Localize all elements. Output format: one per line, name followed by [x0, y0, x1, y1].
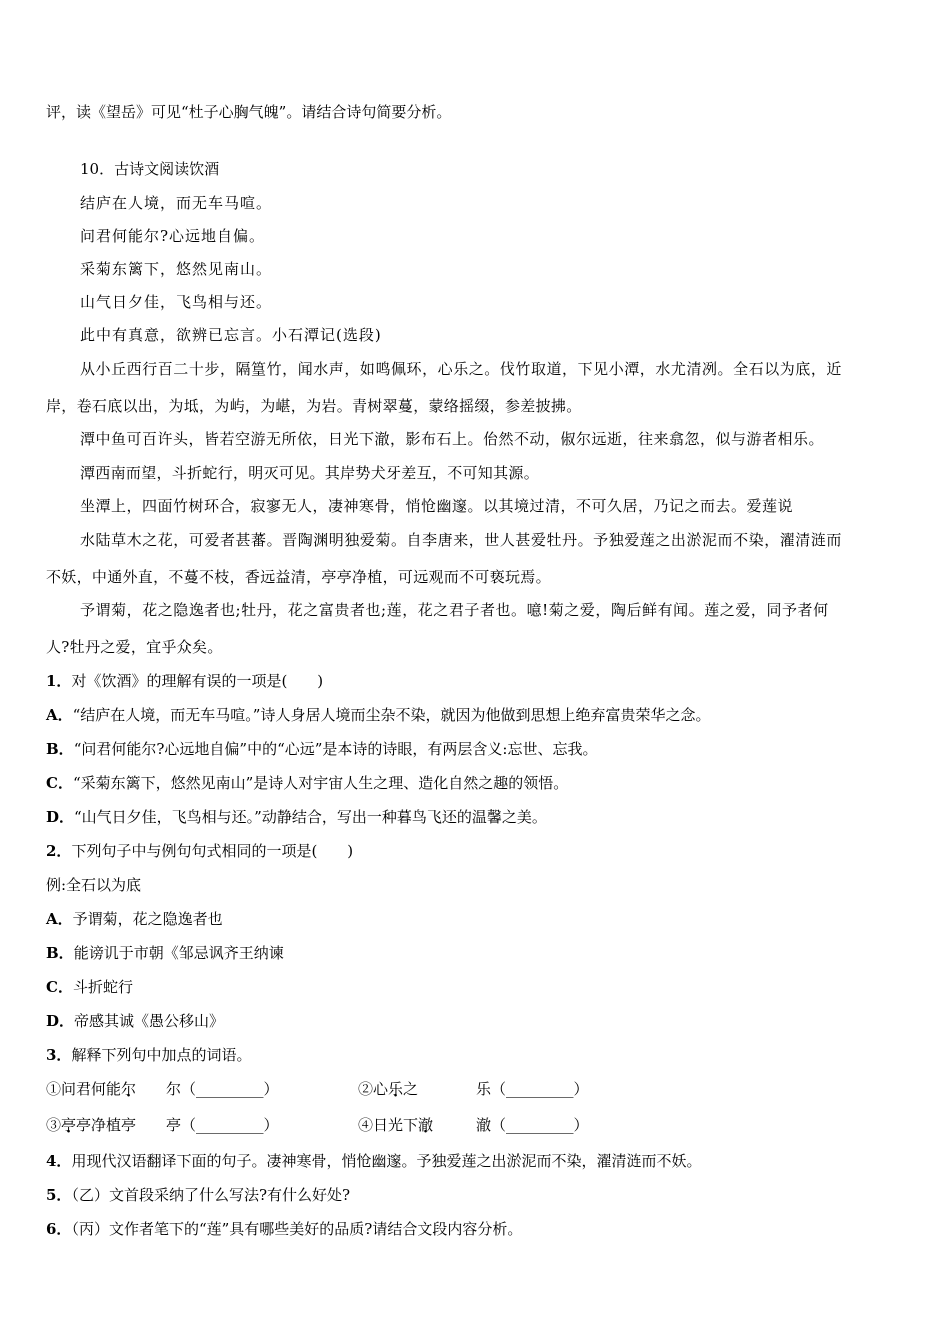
q1-option-a — [46, 704, 710, 726]
prose-line: 人?牡丹之爱，宜乎众矣。 — [46, 638, 223, 656]
q2-option-d — [46, 1010, 224, 1032]
target-word: 尔 — [166, 1080, 182, 1098]
item-marker: ① — [46, 1080, 62, 1098]
option-label: C． — [46, 774, 73, 792]
item-marker: ③ — [46, 1116, 62, 1134]
answer-blank[interactable]: （_________） — [181, 1116, 279, 1134]
poem-line: 山气日夕佳，飞鸟相与还。 — [80, 293, 273, 311]
q3-item-4-answer — [476, 1114, 589, 1136]
top-line: 评，读《望岳》可见“杜子心胸气魄”。请结合诗句简要分析。 — [46, 103, 452, 121]
phrase-text: 之 — [403, 1080, 419, 1098]
option-text: “问君何能尔?心远地自偏”中的“心远”是本诗的诗眼，有两层含义:忘世、忘我。 — [73, 740, 598, 758]
q2-example: 例:全石以为底 — [46, 876, 142, 894]
option-text: “采菊东篱下，悠然见南山”是诗人对宇宙人生之理、造化自然之趣的领悟。 — [72, 774, 569, 792]
poem-line: 此中有真意，欲辨已忘言。小石潭记(选段) — [80, 326, 382, 344]
prose-line: 从小丘西行百二十步，隔篁竹，闻水声，如鸣佩环，心乐之。伐竹取道，下见小潭，水尤清冽。全石以为底，近 — [80, 360, 842, 378]
target-word: 澈 — [476, 1116, 492, 1134]
question-stem: 对《饮酒》的理解有误的一项是( ) — [71, 672, 324, 690]
q3-item-1-phrase — [46, 1078, 136, 1100]
dotted-word: 乐 — [388, 1080, 404, 1098]
q3-item-4-phrase — [358, 1114, 433, 1136]
question-text: （乙）文首段采纳了什么写法?有什么好处? — [71, 1186, 351, 1204]
option-text: 斗折蛇行 — [72, 978, 133, 996]
phrase-text: 心 — [373, 1080, 389, 1098]
question-number: 5． — [46, 1186, 72, 1204]
question-number: 4． — [46, 1152, 72, 1170]
poem-line: 问君何能尔?心远地自偏。 — [80, 227, 266, 245]
item-marker: ② — [358, 1080, 374, 1098]
poem-line: 结庐在人境，而无车马喧。 — [80, 194, 273, 212]
option-label: C． — [46, 978, 73, 996]
section-heading: 10．古诗文阅读饮酒 — [80, 160, 220, 178]
phrase-text: 日光下 — [373, 1116, 419, 1134]
q2-option-c — [46, 976, 133, 998]
prose-line: 潭西南而望，斗折蛇行，明灭可见。其岸势犬牙差互，不可知其源。 — [80, 464, 540, 482]
option-label: B． — [46, 740, 74, 758]
question-text: 用现代汉语翻译下面的句子。凄神寒骨，悄怆幽邃。予独爱莲之出淤泥而不染，濯清涟而不妖。 — [71, 1152, 702, 1170]
dotted-word: 澈 — [418, 1116, 434, 1134]
answer-blank[interactable]: （_________） — [491, 1080, 589, 1098]
prose-line: 潭中鱼可百许头，皆若空游无所依，日光下澈，影布石上。佁然不动，俶尔远逝，往来翕忽，似与游者相乐。 — [80, 430, 825, 448]
question-number: 1． — [46, 672, 72, 690]
option-text: 帝感其诚《愚公移山》 — [74, 1012, 225, 1030]
prose-line: 坐潭上，四面竹树环合，寂寥无人，凄神寒骨，悄怆幽邃。以其境过清，不可久居，乃记之而去。爱莲说 — [80, 497, 794, 515]
question-stem: 下列句子中与例句句式相同的一项是( ) — [71, 842, 354, 860]
prose-line: 不妖，中通外直，不蔓不枝，香远益清，亭亭净植，可远观而不可亵玩焉。 — [46, 568, 551, 586]
q3-item-2-phrase — [358, 1078, 418, 1100]
q1-option-b — [46, 738, 597, 760]
q1-option-d — [46, 806, 547, 828]
q3-item-3-phrase — [46, 1114, 136, 1136]
target-word: 亭 — [166, 1116, 182, 1134]
option-text: “山气日夕佳，飞鸟相与还。”动静结合，写出一种暮鸟飞还的温馨之美。 — [74, 808, 547, 826]
q2-option-a — [46, 908, 223, 930]
option-text: 予谓菊，花之隐逸者也 — [72, 910, 223, 928]
prose-line: 水陆草木之花，可爱者甚蕃。晋陶渊明独爱菊。自李唐来，世人甚爱牡丹。予独爱莲之出淤泥而不染，濯清涟而 — [80, 531, 842, 549]
option-label: A． — [46, 910, 73, 928]
question-text: （丙）文作者笔下的“莲”具有哪些美好的品质?请结合文段内容分析。 — [71, 1220, 523, 1238]
prose-line: 岸，卷石底以出，为坻，为屿，为嵁，为岩。青树翠蔓，蒙络摇缀，参差披拂。 — [46, 397, 582, 415]
q3-item-2-answer — [476, 1078, 589, 1100]
question-5 — [46, 1184, 350, 1206]
q2-option-b — [46, 942, 284, 964]
answer-blank[interactable]: （_________） — [181, 1080, 279, 1098]
question-number: 2． — [46, 842, 72, 860]
poem-line: 采菊东篱下，悠然见南山。 — [80, 260, 273, 278]
phrase-text: 亭净植亭 — [76, 1116, 137, 1134]
q1-option-c — [46, 772, 568, 794]
option-label: A． — [46, 706, 73, 724]
phrase-text: 问君何能 — [61, 1080, 122, 1098]
question-4 — [46, 1150, 701, 1172]
prose-line: 予谓菊，花之隐逸者也;牡丹，花之富贵者也;莲，花之君子者也。噫!菊之爱，陶后鲜有闻。莲之爱，同予者何 — [80, 601, 829, 619]
dotted-word: 亭 — [61, 1116, 77, 1134]
question-stem: 解释下列句中加点的词语。 — [71, 1046, 252, 1064]
item-marker: ④ — [358, 1116, 374, 1134]
option-text: 能谤讥于市朝《邹忌讽齐王纳谏 — [73, 944, 284, 962]
dotted-word: 尔 — [121, 1080, 137, 1098]
option-text: “结庐在人境，而无车马喧。”诗人身居人境而尘杂不染，就因为他做到思想上绝弃富贵荣华之念。 — [72, 706, 711, 724]
answer-blank[interactable]: （_________） — [491, 1116, 589, 1134]
q3-item-3-answer — [166, 1114, 279, 1136]
option-label: D． — [46, 808, 75, 826]
question-number: 3． — [46, 1046, 72, 1064]
question-2 — [46, 840, 353, 862]
target-word: 乐 — [476, 1080, 492, 1098]
question-6 — [46, 1218, 522, 1240]
option-label: B． — [46, 944, 74, 962]
option-label: D． — [46, 1012, 75, 1030]
q3-item-1-answer — [166, 1078, 279, 1100]
question-number: 6． — [46, 1220, 72, 1238]
question-1 — [46, 670, 323, 692]
question-3 — [46, 1044, 251, 1066]
